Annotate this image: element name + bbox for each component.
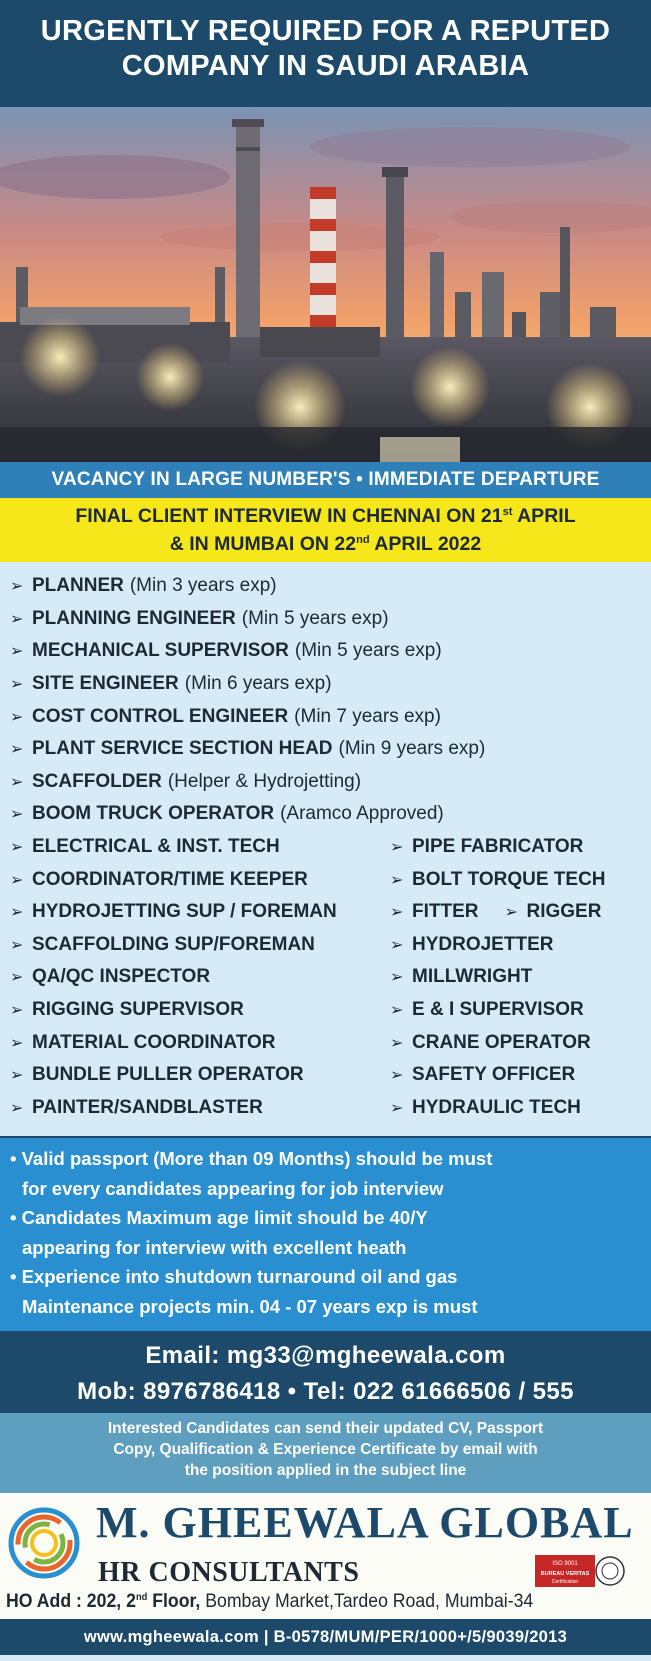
interview-mumbai-text: & IN MUMBAI ON 22: [169, 533, 357, 555]
arrow-bullet-icon: ➢: [10, 676, 24, 694]
arrow-bullet-icon: ➢: [390, 936, 404, 954]
job-title: RIGGER: [526, 901, 602, 923]
job-item: [10, 961, 390, 994]
job-note: (Min 5 years exp): [294, 640, 442, 662]
cv-line-2: Copy, Qualification & Experience Certificate by email with: [113, 1441, 538, 1458]
refinery-photo: [0, 107, 651, 462]
headline-line-2: COMPANY IN SAUDI ARABIA: [121, 50, 530, 82]
contact-email: Email: mg33@mgheewala.com: [145, 1342, 506, 1369]
job-title: MATERIAL COORDINATOR: [32, 1031, 276, 1053]
job-item: [10, 668, 651, 701]
job-title: RIGGING SUPERVISOR: [32, 999, 244, 1021]
job-item: [10, 863, 390, 896]
arrow-bullet-icon: ➢: [10, 904, 24, 922]
job-item: [10, 831, 390, 864]
arrow-bullet-icon: ➢: [10, 1034, 24, 1052]
job-item: [390, 896, 650, 929]
arrow-bullet-icon: ➢: [390, 1067, 404, 1085]
job-item: [390, 831, 650, 864]
contact-phones: Mob: 8976786418 • Tel: 022 61666506 / 555: [77, 1378, 574, 1405]
interview-mumbai-month: APRIL 2022: [369, 533, 482, 555]
requirement-line-continued: Maintenance projects min. 04 - 07 years exp is must: [22, 1295, 478, 1317]
job-note: (Aramco Approved): [280, 803, 444, 825]
job-note: (Min 9 years exp): [338, 738, 486, 760]
address-floor: Floor,: [147, 1591, 201, 1612]
job-title: BOOM TRUCK OPERATOR: [32, 803, 275, 825]
job-item: [10, 700, 651, 733]
job-note: (Min 6 years exp): [184, 673, 332, 695]
footer-website-license: www.mgheewala.com | B-0578/MUM/PER/1000+/5/9039/2013: [0, 1619, 651, 1655]
arrow-bullet-icon: ➢: [390, 871, 404, 889]
job-title: BOLT TORQUE TECH: [412, 868, 606, 890]
arrow-bullet-icon: ➢: [10, 871, 24, 889]
arrow-bullet-icon: ➢: [10, 1067, 24, 1085]
job-item: [10, 766, 651, 799]
job-title: SAFETY OFFICER: [412, 1064, 576, 1086]
arrow-bullet-icon: ➢: [504, 904, 518, 922]
requirement-line-continued: for every candidates appearing for job interview: [22, 1177, 444, 1199]
job-item: [10, 896, 390, 929]
job-title: PLANNING ENGINEER: [32, 607, 236, 629]
job-title: SCAFFOLDING SUP/FOREMAN: [32, 933, 315, 955]
company-block: [0, 1493, 651, 1619]
arrow-bullet-icon: ➢: [10, 839, 24, 857]
certification-badge-icon: [535, 1551, 625, 1591]
job-item: [390, 1026, 650, 1059]
interview-mumbai-ordinal: nd: [356, 534, 370, 546]
job-title: E & I SUPERVISOR: [412, 999, 584, 1021]
job-note: (Min 7 years exp): [294, 705, 441, 727]
job-item: [10, 1026, 390, 1059]
job-title: MECHANICAL SUPERVISOR: [32, 640, 289, 662]
job-item: [390, 994, 650, 1027]
arrow-bullet-icon: ➢: [10, 1002, 24, 1020]
job-title: PLANNER: [32, 575, 124, 597]
arrow-bullet-icon: ➢: [10, 1099, 24, 1117]
interview-line-2: [0, 530, 651, 558]
job-item: [10, 603, 651, 636]
address-ordinal: nd: [135, 1592, 148, 1603]
job-title: PAINTER/SANDBLASTER: [32, 1096, 263, 1118]
address-prefix: HO Add : 202, 2: [6, 1591, 136, 1612]
job-item: [10, 1059, 390, 1092]
arrow-bullet-icon: ➢: [390, 839, 404, 857]
job-item: [10, 1092, 390, 1125]
requirement-line-continued: appearing for interview with excellent heath: [22, 1236, 407, 1258]
job-title: HYDROJETTING SUP / FOREMAN: [32, 901, 337, 923]
job-item: [390, 929, 650, 962]
job-title: COST CONTROL ENGINEER: [32, 705, 289, 727]
vacancy-banner: VACANCY IN LARGE NUMBER'S • IMMEDIATE DEPARTURE: [0, 462, 651, 498]
cert-certification-text: Certification: [551, 1579, 579, 1585]
job-item: [10, 570, 651, 603]
requirement-line: • Experience into shutdown turnaround oil and gas: [10, 1266, 458, 1287]
job-title: ELECTRICAL & INST. TECH: [32, 836, 280, 858]
arrow-bullet-icon: ➢: [390, 1034, 404, 1052]
job-item: [390, 961, 650, 994]
job-title: PIPE FABRICATOR: [412, 836, 584, 858]
arrow-bullet-icon: ➢: [390, 1002, 404, 1020]
arrow-bullet-icon: ➢: [10, 773, 24, 791]
job-item: [390, 1059, 650, 1092]
arrow-bullet-icon: ➢: [390, 904, 404, 922]
arrow-bullet-icon: ➢: [390, 969, 404, 987]
job-item: [10, 798, 651, 831]
job-title: QA/QC INSPECTOR: [32, 966, 211, 988]
requirements-box: [0, 1136, 651, 1331]
job-title: COORDINATOR/TIME KEEPER: [32, 868, 308, 890]
job-title: FITTER: [412, 901, 479, 923]
arrow-bullet-icon: ➢: [10, 643, 24, 661]
arrow-bullet-icon: ➢: [10, 578, 24, 596]
arrow-bullet-icon: ➢: [390, 1099, 404, 1117]
company-address: [6, 1591, 533, 1613]
job-list-single: [10, 570, 651, 831]
job-note: (Helper & Hydrojetting): [167, 770, 362, 792]
company-logo-icon: [8, 1507, 80, 1579]
job-item: [10, 635, 651, 668]
arrow-bullet-icon: ➢: [10, 741, 24, 759]
job-list-right-column: [390, 831, 650, 1124]
job-title: SITE ENGINEER: [32, 673, 179, 695]
arrow-bullet-icon: ➢: [10, 936, 24, 954]
cert-iso-text: ISO 9001: [552, 1561, 578, 1567]
interview-banner: [0, 498, 651, 562]
company-subtitle: HR CONSULTANTS: [98, 1557, 360, 1588]
job-item: [10, 994, 390, 1027]
arrow-bullet-icon: ➢: [10, 610, 24, 628]
job-title: HYDRAULIC TECH: [412, 1096, 581, 1118]
address-rest: Bombay Market,Tardeo Road, Mumbai-34: [200, 1591, 534, 1612]
headline: [0, 0, 651, 107]
job-note: (Min 5 years exp): [241, 607, 389, 629]
arrow-bullet-icon: ➢: [10, 708, 24, 726]
company-name: M. GHEEWALA GLOBAL: [96, 1498, 634, 1547]
job-title: SCAFFOLDER: [32, 770, 162, 792]
arrow-bullet-icon: ➢: [10, 969, 24, 987]
cert-bv-text: BUREAU VERITAS: [540, 1571, 590, 1577]
interview-chennai-month: APRIL: [512, 505, 576, 527]
job-list: [0, 562, 651, 1136]
job-item: [10, 733, 651, 766]
headline-line-1: URGENTLY REQUIRED FOR A REPUTED: [40, 15, 611, 47]
job-list-two-column: [10, 831, 651, 1124]
interview-line-1: [0, 502, 651, 530]
cv-instructions: [0, 1413, 651, 1493]
job-title: MILLWRIGHT: [412, 966, 533, 988]
interview-chennai-ordinal: st: [502, 506, 513, 518]
job-title: BUNDLE PULLER OPERATOR: [32, 1064, 304, 1086]
job-title: CRANE OPERATOR: [412, 1031, 591, 1053]
refinery-illustration: [0, 107, 651, 462]
requirement-line: • Valid passport (More than 09 Months) should be must: [10, 1148, 493, 1169]
job-list-left-column: [10, 831, 390, 1124]
job-note: (Min 3 years exp): [129, 575, 277, 597]
cv-line-1: Interested Candidates can send their updated CV, Passport: [107, 1420, 544, 1437]
cv-line-3: the position applied in the subject line: [184, 1462, 467, 1479]
job-title: PLANT SERVICE SECTION HEAD: [32, 738, 333, 760]
job-item: [390, 863, 650, 896]
contact-block: [0, 1331, 651, 1413]
arrow-bullet-icon: ➢: [10, 806, 24, 824]
job-item: [10, 929, 390, 962]
requirement-line: • Candidates Maximum age limit should be 40/Y: [10, 1207, 428, 1228]
interview-chennai-text: FINAL CLIENT INTERVIEW IN CHENNAI ON 21: [75, 505, 503, 527]
job-item: [390, 1092, 650, 1125]
job-title: HYDROJETTER: [412, 933, 554, 955]
